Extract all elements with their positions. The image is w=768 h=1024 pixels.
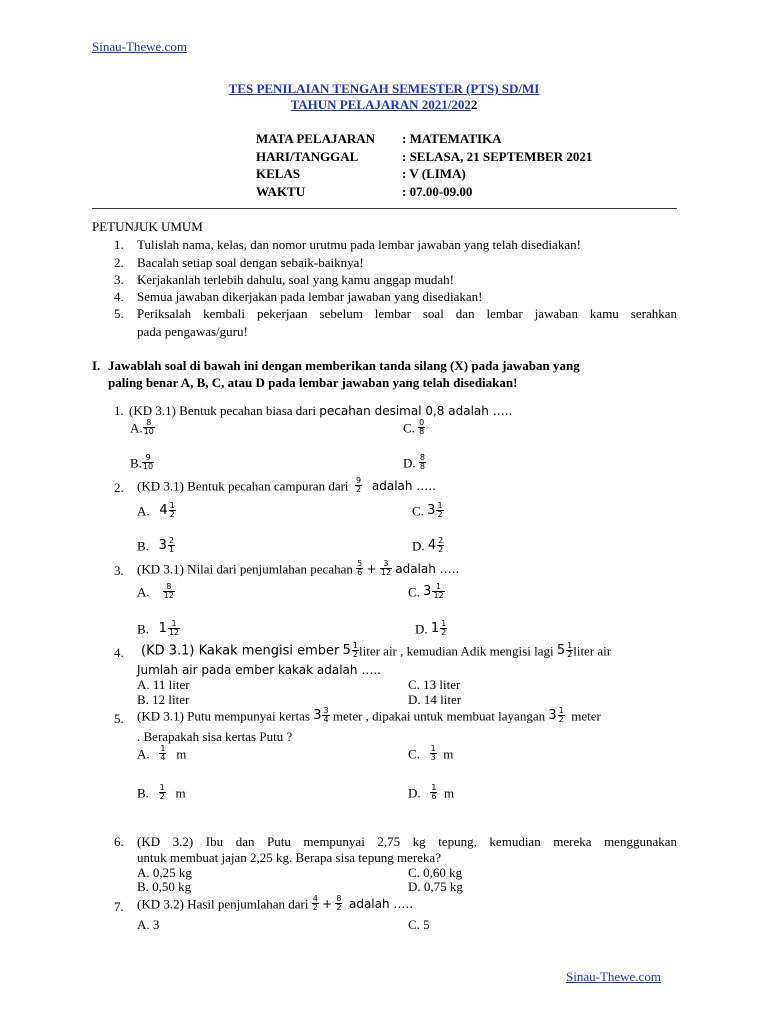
- q4-option-a[interactable]: A. 11 liter: [137, 677, 190, 692]
- petunjuk-item-1: Tulislah nama, kelas, dan nomor urutmu pada lembar jawaban yang telah disediakan!: [137, 237, 581, 252]
- petunjuk-item-2: Bacalah setiap soal dengan sebaik-baiknya!: [137, 255, 364, 270]
- q4-option-b[interactable]: B. 12 liter: [137, 692, 190, 707]
- option-label: C.: [412, 503, 424, 519]
- option-label: D.: [403, 455, 416, 471]
- mixed-number: 1 $\frac{1}{2}$: [430, 619, 447, 638]
- q2-option-c[interactable]: [412, 502, 444, 520]
- petunjuk-num-5: 5.: [114, 306, 124, 321]
- fraction: $\frac{3}{12}$: [380, 559, 391, 578]
- q4-tail: liter air: [573, 643, 612, 659]
- fraction: $\frac{9}{2}$: [356, 476, 362, 495]
- q5-line2: . Berapakah sisa kertas Putu ?: [137, 729, 293, 744]
- option-label: C.: [408, 746, 420, 762]
- info-value-time: : 07.00-09.00: [402, 184, 473, 199]
- q1-option-d[interactable]: [403, 454, 426, 472]
- q3-option-a[interactable]: [137, 583, 175, 601]
- fraction: $\frac{8}{10}$: [143, 418, 154, 437]
- q1-option-b[interactable]: [130, 454, 154, 472]
- q2-tail: adalah …..: [371, 478, 436, 493]
- q5-tail: meter: [571, 708, 601, 724]
- option-label: D.: [408, 785, 421, 801]
- mixed-number: 4 $\frac{2}{2}$: [427, 536, 444, 555]
- q2-kd: (KD 3.1) Bentuk pecahan campuran dari: [137, 478, 349, 494]
- q1-option-a[interactable]: [130, 419, 155, 437]
- fraction: $\frac{1}{2}$: [159, 783, 165, 802]
- q3-option-d[interactable]: [415, 620, 447, 638]
- q6-line2: untuk membuat jajan 2,25 kg. Berapa sisa tepung mereka?: [137, 850, 441, 865]
- divider: [92, 208, 677, 209]
- q5-mid: meter , dipakai untuk membuat layangan: [332, 708, 546, 724]
- petunjuk-item-3: Kerjakanlah terlebih dahulu, soal yang kamu anggap mudah!: [137, 272, 454, 287]
- option-label: C.: [403, 420, 415, 436]
- q1-tail: pecahan desimal 0,8 adalah …..: [319, 404, 513, 418]
- petunjuk-item-5: Periksalah kembali pekerjaan sebelum lembar soal dan lembar jawaban kamu serahkan: [137, 307, 677, 321]
- q1-number: 1.: [114, 403, 124, 418]
- q4-text: [141, 642, 611, 660]
- info-label-day: HARI/TANGGAL: [256, 149, 359, 164]
- q2-option-b[interactable]: [137, 537, 175, 555]
- q5-option-d[interactable]: [408, 784, 454, 802]
- petunjuk-item-5-cont: pada pengawas/guru!: [137, 324, 248, 339]
- mixed-number: 4 $\frac{1}{2}$: [159, 501, 175, 520]
- q6-option-a[interactable]: A. 0,25 kg: [137, 865, 192, 880]
- mixed-number: 3 $\frac{1}{2}$: [427, 501, 443, 520]
- q7-kd: (KD 3.2) Hasil penjumlahan dari: [137, 896, 309, 912]
- q4-mid: liter air , kemudian Adik mengisi lagi: [358, 643, 554, 659]
- q4-option-c[interactable]: C. 13 liter: [408, 677, 461, 692]
- fraction: $\frac{4}{2}$: [312, 894, 318, 913]
- q6-option-b[interactable]: B. 0,50 kg: [137, 879, 192, 894]
- fraction: $\frac{0}{8}$: [419, 418, 425, 437]
- q1-option-c[interactable]: [403, 419, 425, 437]
- q6-option-d[interactable]: D. 0,75 kg: [408, 879, 463, 894]
- q6-option-c[interactable]: C. 0,60 kg: [408, 865, 463, 880]
- unit: m: [176, 746, 187, 762]
- q6-number: 6.: [114, 834, 124, 849]
- unit: m: [443, 785, 455, 801]
- fraction: $\frac{1}{3}$: [430, 744, 436, 763]
- q3-kd: (KD 3.1) Nilai dari penjumlahan pecahan: [137, 561, 353, 577]
- fraction: $\frac{1}{6}$: [431, 783, 437, 802]
- q3-option-b[interactable]: [137, 620, 180, 638]
- plus-sign: +: [366, 561, 377, 576]
- q5-kd: (KD 3.1) Putu mempunyai kertas: [137, 708, 310, 724]
- q3-option-c[interactable]: [408, 583, 445, 601]
- q3-text: [137, 560, 459, 578]
- q3-number: 3.: [114, 563, 124, 578]
- info-label-time: WAKTU: [256, 184, 306, 199]
- q5-option-c[interactable]: [408, 745, 453, 763]
- q2-text: [137, 477, 436, 495]
- fraction: $\frac{9}{10}$: [142, 453, 154, 472]
- q4-number: 4.: [114, 645, 124, 660]
- section-number: I.: [92, 358, 101, 373]
- section-instruction-1: Jawablah soal di bawah ini dengan memberikan tanda silang (X) pada jawaban yang: [108, 358, 580, 373]
- option-label: D.: [415, 621, 428, 637]
- info-value-subject: : MATEMATIKA: [402, 131, 502, 146]
- title-line1: TES PENILAIAN TENGAH SEMESTER (PTS) SD/MI: [228, 81, 540, 96]
- q1-kd: (KD 3.1) Bentuk pecahan biasa dari: [129, 403, 320, 418]
- q7-text: [137, 895, 413, 913]
- info-label-subject: MATA PELAJARAN: [256, 131, 376, 146]
- q3-tail: adalah …..: [395, 561, 460, 576]
- q4-option-d[interactable]: D. 14 liter: [408, 692, 462, 707]
- petunjuk-num-2: 2.: [114, 255, 124, 270]
- fraction: $\frac{5}{6}$: [357, 559, 363, 578]
- info-value-class: : V (LIMA): [402, 166, 466, 181]
- mixed-number: 3 $\frac{1}{12}$: [423, 582, 444, 601]
- q7-option-c[interactable]: C. 5: [408, 917, 430, 932]
- header-site-link[interactable]: Sinau-Thewe.com: [92, 39, 187, 54]
- unit: m: [443, 746, 454, 762]
- option-label: D.: [412, 538, 425, 554]
- q6-line1: (KD 3.2) Ibu dan Putu mempunyai 2,75 kg tepung, kemudian mereka menggunakan: [137, 835, 677, 849]
- title-line2: TAHUN PELAJARAN 2021/202: [290, 97, 471, 112]
- option-label: A.: [137, 503, 150, 519]
- q2-option-d[interactable]: [412, 537, 444, 555]
- q7-tail: adalah …..: [348, 896, 414, 911]
- title-line2-suffix: 2: [470, 97, 478, 112]
- doc-title: [0, 82, 768, 95]
- q2-option-a[interactable]: [137, 502, 176, 520]
- fraction: $\frac{8}{2}$: [336, 894, 342, 913]
- plus-sign: +: [322, 896, 333, 911]
- q4-kd: (KD 3.1) Kakak mengisi ember: [141, 643, 340, 659]
- q4-line2: Jumlah air pada ember kakak adalah …..: [137, 663, 381, 677]
- mixed-number: 5 $\frac{1}{2}$: [556, 641, 573, 660]
- option-label: B.: [137, 621, 149, 637]
- footer-site-link[interactable]: Sinau-Thewe.com: [566, 969, 661, 984]
- q5-option-b[interactable]: [137, 784, 186, 802]
- q5-option-a[interactable]: [137, 745, 186, 763]
- mixed-number: 3 $\frac{2}{1}$: [158, 536, 175, 555]
- info-value-day: : SELASA, 21 SEPTEMBER 2021: [402, 149, 593, 164]
- petunjuk-item-4: Semua jawaban dikerjakan pada lembar jawaban yang disediakan!: [137, 289, 483, 304]
- option-label: B.: [137, 785, 149, 801]
- fraction: $\frac{1}{4}$: [160, 744, 166, 763]
- option-label: B.: [137, 538, 149, 554]
- q5-number: 5.: [114, 711, 124, 726]
- petunjuk-num-1: 1.: [114, 237, 124, 252]
- mixed-number: 1 $\frac{1}{12}$: [158, 619, 180, 638]
- option-label: A.: [137, 746, 150, 762]
- option-label: A.: [130, 420, 143, 436]
- q1-text: [129, 404, 512, 417]
- option-label: C.: [408, 584, 420, 600]
- section-instruction-2: paling benar A, B, C, atau D pada lembar jawaban yang telah disediakan!: [108, 375, 518, 390]
- fraction: $\frac{8}{8}$: [419, 453, 425, 472]
- doc-subtitle: [0, 98, 768, 111]
- mixed-number: 3 $\frac{3}{4}$: [313, 706, 329, 725]
- mixed-number: 3 $\frac{1}{2}$: [548, 706, 564, 725]
- option-label: B.: [130, 455, 142, 471]
- petunjuk-heading: PETUNJUK UMUM: [92, 219, 203, 234]
- q5-text: [137, 707, 601, 725]
- mixed-number: 5 $\frac{1}{2}$: [342, 641, 358, 660]
- q7-number: 7.: [114, 899, 124, 914]
- petunjuk-num-4: 4.: [114, 289, 124, 304]
- petunjuk-num-3: 3.: [114, 272, 124, 287]
- q7-option-a[interactable]: A. 3: [137, 917, 160, 932]
- unit: m: [175, 785, 186, 801]
- option-label: A.: [137, 584, 150, 600]
- q2-number: 2.: [114, 480, 124, 495]
- info-label-class: KELAS: [256, 166, 301, 181]
- fraction: $\frac{8}{12}$: [163, 582, 174, 601]
